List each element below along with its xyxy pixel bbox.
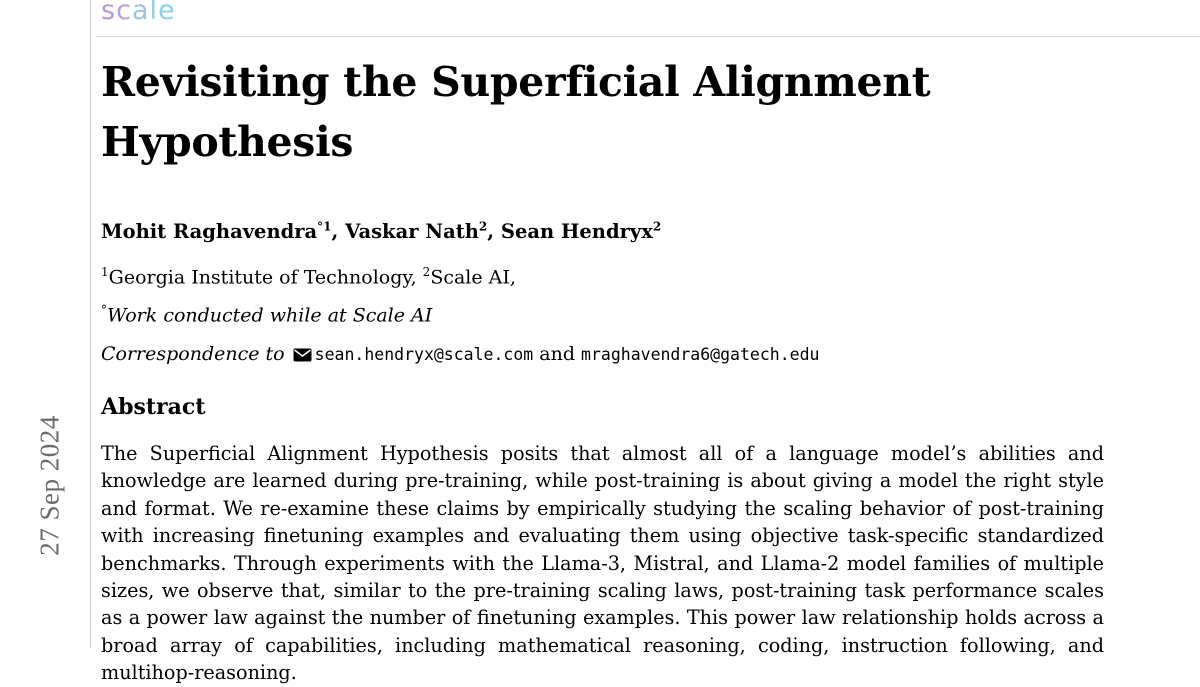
arxiv-side-stamp xyxy=(0,0,96,648)
author-sean-hendryx: Sean Hendryx$^2$ xyxy=(500,219,662,243)
correspondence-line xyxy=(101,340,819,369)
envelope-icon xyxy=(293,342,312,356)
scale-logo[interactable] xyxy=(101,0,176,26)
email-secondary[interactable]: mraghavendra6@gatech.edu xyxy=(581,345,820,364)
correspondence-spacer xyxy=(285,343,291,365)
logo-letter-a: a xyxy=(131,0,150,26)
paper-title: Revisiting the Superficial Alignment Hypothesis xyxy=(101,58,931,166)
affiliation-note-text: Work conducted while at Scale AI xyxy=(107,304,433,327)
submission-date: 27 Sep 2024 xyxy=(34,415,65,556)
author-separator-1: , xyxy=(331,219,346,243)
affiliation-note xyxy=(101,296,432,329)
author-mohit-raghavendra: Mohit Raghavendra$^{^\circ 1}$ xyxy=(101,219,332,243)
logo-letter-e: e xyxy=(158,0,176,26)
author-vaskar-nath: Vaskar Nath$^2$ xyxy=(345,219,488,243)
logo-letter-c: c xyxy=(116,0,132,26)
affiliation-2: Scale AI, xyxy=(430,266,516,289)
abstract-text: The Superficial Alignment Hypothesis posits that almost all of a language model’s abilities and knowledge are learned during pre-training, while post-training is about giving a model the right style and format. We re-examine these claims by empirically studying the scaling behavior of post-training with increasing finetuning examples and evaluating them using objective task-specific standardized benchmarks. Through experiments with the Llama-3, Mistral, and Llama-2 model families of multiple sizes, we observe that, similar to the pre-training scaling laws, post-training task performance scales as a power law against the number of finetuning examples. This power law relationship holds across a broad array of capabilities, including mathematical reasoning, coding, instruction following, and multihop-reasoning. xyxy=(101,442,1104,685)
correspondence-label: Correspondence to xyxy=(101,343,285,365)
logo-letter-l: l xyxy=(149,0,158,26)
logo-letter-s: s xyxy=(101,0,117,26)
correspondence-conjunction: and xyxy=(533,343,582,365)
side-divider xyxy=(90,0,91,648)
email-primary[interactable]: sean.hendryx@scale.com xyxy=(314,345,534,364)
author-separator-2: , xyxy=(487,219,501,243)
author-list xyxy=(101,212,661,246)
header-divider xyxy=(96,36,1200,37)
affiliation-marker-1: 1 xyxy=(101,265,109,279)
affiliation-marker-2: 2 xyxy=(422,265,431,279)
affiliation-1: Georgia Institute of Technology, xyxy=(108,266,423,289)
affiliation-note-marker: ° xyxy=(101,303,107,317)
abstract-heading: Abstract xyxy=(101,394,206,420)
affiliations xyxy=(101,258,516,291)
